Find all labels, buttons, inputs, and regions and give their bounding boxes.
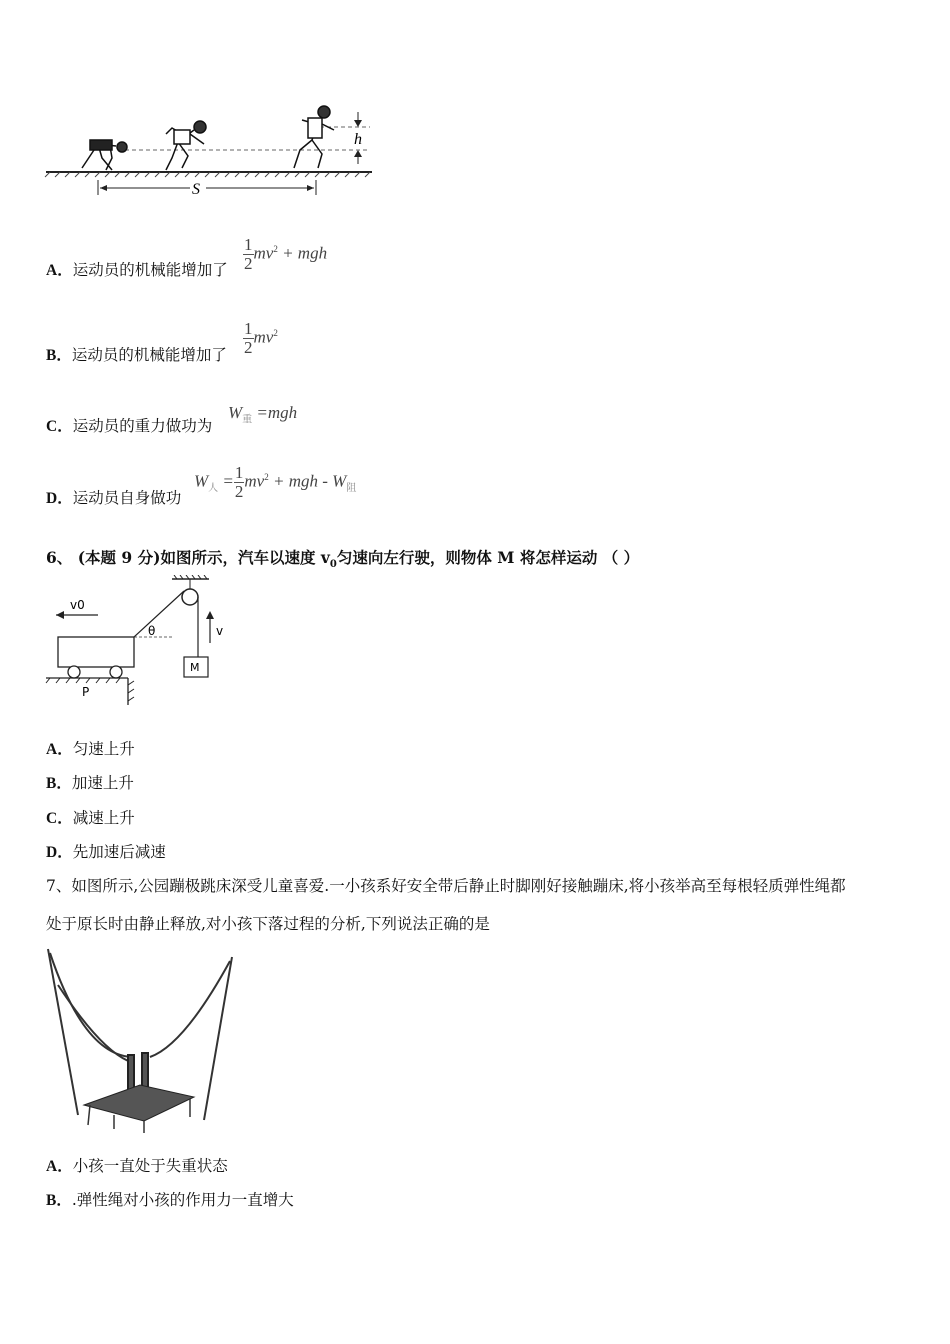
m-label: M — [190, 661, 200, 674]
w: W — [194, 471, 209, 491]
q5-d-formula — [194, 464, 356, 501]
q6-m: M — [497, 548, 515, 567]
option-text: 运动员的机械能增加了 — [71, 346, 227, 364]
q6-v0: v — [320, 548, 330, 567]
option-text: 减速上升 — [72, 809, 135, 827]
q6-option-b — [46, 772, 134, 795]
theta-label: θ — [148, 624, 156, 638]
exp: 2 — [273, 243, 278, 254]
option-letter: D． — [46, 490, 73, 507]
v0-label: v0 — [70, 598, 85, 612]
option-text: 匀速上升 — [72, 740, 135, 758]
q6-number: 6、 — [46, 548, 73, 567]
q5-option-a — [46, 259, 228, 282]
option-text: 运动员的重力做功为 — [72, 417, 213, 435]
option-letter: B． — [46, 775, 72, 792]
q6-score: (本题 9 分) — [77, 548, 161, 567]
frac-den: 2 — [244, 254, 253, 273]
mv: mv — [253, 327, 274, 347]
q6-option-a — [46, 738, 135, 761]
option-letter: A． — [46, 1158, 73, 1175]
p-label: P — [82, 685, 90, 699]
option-text: .弹性绳对小孩的作用力一直增大 — [71, 1191, 294, 1209]
option-text: 先加速后减速 — [72, 843, 166, 861]
q5-c-formula — [228, 403, 297, 425]
tail-sub: 阻 — [346, 482, 357, 494]
q6-text-b: 匀速向左行驶，则物体 — [336, 548, 498, 567]
q6-v0-sub: 0 — [329, 559, 337, 571]
w-sub: 重 — [242, 414, 253, 426]
eq: = — [222, 471, 234, 491]
option-letter: B． — [46, 347, 72, 364]
tail: + mgh - W — [272, 471, 347, 491]
mgh: + mgh — [282, 243, 328, 263]
q6-text-a: 如图所示，汽车以速度 — [160, 548, 321, 567]
q5-b-formula — [243, 320, 278, 357]
frac-den: 2 — [244, 338, 253, 357]
option-text: 运动员自身做功 — [72, 489, 182, 507]
rhs: =mgh — [256, 403, 298, 422]
q6-stem — [46, 546, 639, 570]
q5-option-c — [46, 415, 212, 438]
q7-stem-line2: 处于原长时由静止释放,对小孩下落过程的分析,下列说法正确的是 — [46, 915, 490, 933]
frac-num: 1 — [244, 319, 253, 338]
trampoline-figure — [44, 945, 239, 1135]
option-letter: C． — [46, 418, 73, 435]
sprinter-figure — [40, 100, 380, 205]
exp: 2 — [273, 327, 278, 338]
v-label: v — [216, 624, 224, 638]
q6-option-c — [46, 807, 135, 830]
frac-num: 1 — [244, 235, 253, 254]
option-letter: A． — [46, 741, 73, 758]
option-text: 运动员的机械能增加了 — [72, 261, 228, 279]
option-letter: C． — [46, 810, 73, 827]
h-label: h — [354, 131, 362, 148]
q7-option-b — [46, 1189, 294, 1212]
q5-a-formula — [243, 236, 327, 273]
mv: mv — [253, 243, 274, 263]
q6-option-d — [46, 841, 166, 864]
option-text: 小孩一直处于失重状态 — [72, 1157, 228, 1175]
w: W — [228, 403, 243, 422]
option-letter: B． — [46, 1192, 72, 1209]
s-label: S — [192, 181, 200, 198]
option-text: 加速上升 — [71, 774, 134, 792]
q7-stem-line1: 7、如图所示,公园蹦极跳床深受儿童喜爱.一小孩系好安全带后静止时脚刚好接触蹦床,将小孩举高至每根轻质弹性绳都 — [46, 877, 846, 895]
option-letter: D． — [46, 844, 73, 861]
frac-num: 1 — [234, 463, 244, 482]
q7-option-a — [46, 1155, 228, 1178]
q5-option-d — [46, 487, 181, 510]
q6-text-c: 将怎样运动 （ ） — [514, 548, 640, 567]
exp: 2 — [264, 471, 269, 482]
w-sub: 人 — [208, 482, 219, 494]
car-pulley-figure — [44, 575, 244, 710]
option-letter: A． — [46, 262, 73, 279]
q5-option-b — [46, 344, 227, 367]
frac-den: 2 — [234, 482, 244, 501]
mv: mv — [244, 471, 265, 491]
